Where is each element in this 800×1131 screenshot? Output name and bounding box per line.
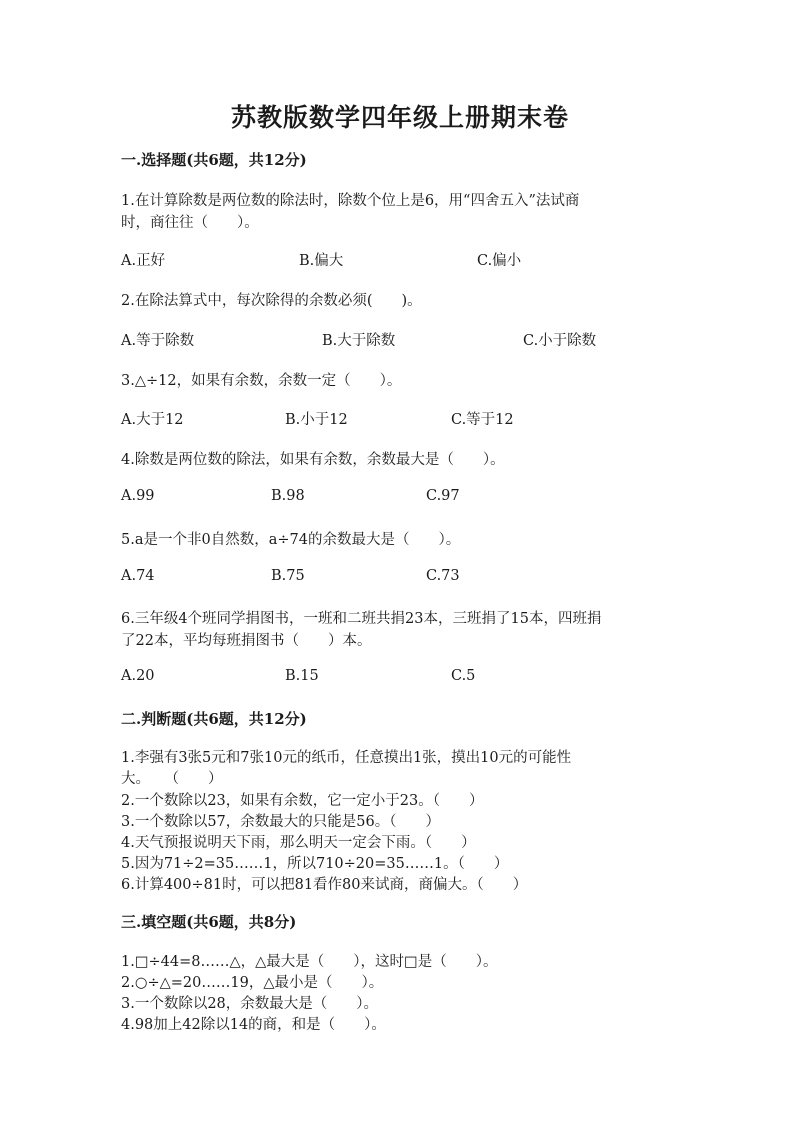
question-line: 时，商往往（ ）。: [121, 215, 259, 231]
question-line: 3.一个数除以57，余数最大的只能是56。（ ）: [121, 814, 440, 830]
question-line: 大。 （ ）: [121, 771, 223, 787]
question-line: 1.在计算除数是两位数的除法时，除数个位上是6，用“四舍五入”法试商: [121, 193, 580, 209]
page-title: 苏教版数学四年级上册期末卷: [230, 103, 569, 132]
question-line: 5.因为71÷2=35……1，所以710÷20=35……1。（ ）: [121, 856, 509, 872]
option-b: B.小于12: [285, 412, 348, 428]
question-line: 2.○÷△=20……19，△最小是（ ）。: [121, 975, 384, 991]
option-c: C.小于除数: [523, 333, 597, 349]
option-a: A.等于除数: [121, 333, 195, 349]
option-a: A.正好: [121, 253, 166, 269]
option-c: C.5: [451, 668, 476, 684]
option-a: A.74: [121, 568, 155, 584]
option-c: C.73: [426, 568, 460, 584]
option-c: C.偏小: [477, 253, 522, 269]
section-heading-fill: 三.填空题(共6题，共8分): [121, 913, 297, 931]
question-line: 4.98加上42除以14的商，和是（ ）。: [121, 1017, 386, 1033]
question-line: 4.除数是两位数的除法，如果有余数，余数最大是（ ）。: [121, 452, 505, 468]
question-line: 了22本，平均每班捐图书（ ）本。: [121, 633, 372, 649]
option-a: A.99: [121, 488, 155, 504]
section-heading-judge: 二.判断题(共6题，共12分): [121, 710, 307, 728]
option-c: C.97: [426, 488, 460, 504]
option-b: B.大于除数: [322, 333, 396, 349]
option-a: A.20: [121, 668, 155, 684]
question-line: 2.在除法算式中，每次除得的余数必须( )。: [121, 293, 422, 309]
question-line: 1.□÷44=8……△，△最大是（ ），这时□是（ ）。: [121, 954, 498, 970]
option-a: A.大于12: [121, 412, 184, 428]
option-b: B.偏大: [299, 253, 344, 269]
question-line: 5.a是一个非0自然数，a÷74的余数最大是（ ）。: [121, 532, 461, 548]
question-line: 1.李强有3张5元和7张10元的纸币，任意摸出1张，摸出10元的可能性: [121, 750, 572, 766]
section-heading-choice: 一.选择题(共6题，共12分): [121, 151, 307, 169]
question-line: 4.天气预报说明天下雨，那么明天一定会下雨。（ ）: [121, 835, 476, 851]
question-line: 6.三年级4个班同学捐图书，一班和二班共捐23本，三班捐了15本，四班捐: [121, 611, 602, 627]
option-b: B.98: [271, 488, 305, 504]
option-c: C.等于12: [451, 412, 514, 428]
question-line: 3.△÷12，如果有余数，余数一定（ ）。: [121, 373, 402, 389]
question-line: 2.一个数除以23，如果有余数，它一定小于23。（ ）: [121, 793, 484, 809]
question-line: 6.计算400÷81时，可以把81看作80来试商，商偏大。（ ）: [121, 877, 528, 893]
question-line: 3.一个数除以28，余数最大是（ ）。: [121, 996, 379, 1012]
option-b: B.15: [285, 668, 319, 684]
option-b: B.75: [271, 568, 305, 584]
